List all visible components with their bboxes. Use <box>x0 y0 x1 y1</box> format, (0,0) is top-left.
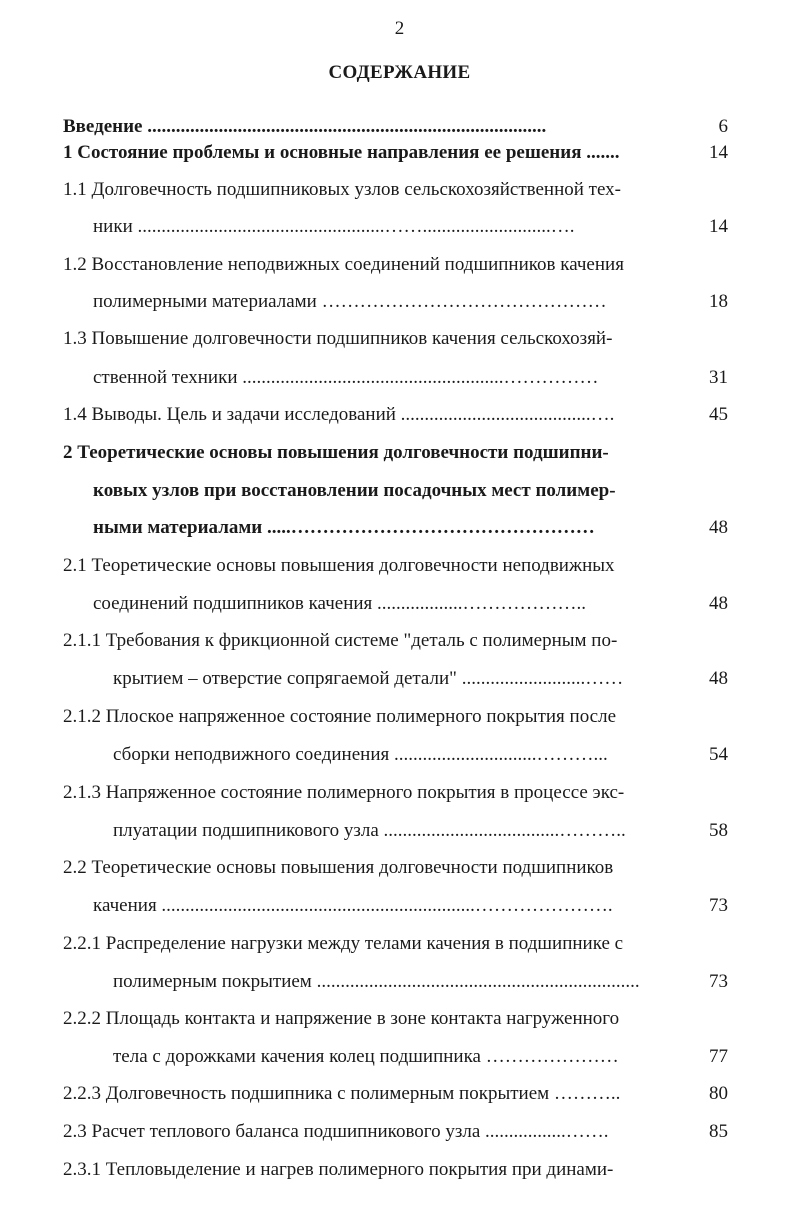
toc-entry-2-1-text-line1: 2.1 Теоретические основы повышения долговечности неподвижных <box>63 555 615 576</box>
toc-entry-1-3-text-line1: 1.3 Повышение долговечности подшипников качения сельскохозяй- <box>63 328 613 349</box>
toc-entry-1-1-text-line2: ники ....................................................……...........................…. <box>93 216 575 237</box>
toc-entry-1-2-page: 18 <box>709 291 728 312</box>
toc-entry-intro-text: Введение .................................................................................... <box>63 116 547 137</box>
toc-entry-2-1-2-page: 54 <box>709 744 728 765</box>
toc-entry-2-3-1-text: 2.3.1 Тепловыделение и нагрев полимерного покрытия при динами- <box>63 1159 614 1180</box>
toc-entry-2-2-3-text: 2.2.3 Долговечность подшипника с полимерным покрытием ……….. <box>63 1083 621 1104</box>
toc-entry-2-text-line3: ными материалами .....………………………………………… <box>93 517 595 538</box>
toc-entry-1-page: 14 <box>709 142 728 163</box>
toc-entry-2-1-2-text-line2: сборки неподвижного соединения ..............................………... <box>113 744 608 765</box>
toc-entry-2-1-page: 48 <box>709 593 728 614</box>
toc-entry-2-1-1-text-line1: 2.1.1 Требования к фрикционной системе "деталь с полимерным по- <box>63 630 618 651</box>
toc-entry-2-2-2-text-line1: 2.2.2 Площадь контакта и напряжение в зоне контакта нагруженного <box>63 1008 620 1029</box>
toc-entry-2-page: 48 <box>709 517 728 538</box>
toc-entry-2-2-1-text-line2: полимерным покрытием .................................................................... <box>113 971 640 992</box>
page-number: 2 <box>394 18 405 39</box>
toc-entry-2-1-3-page: 58 <box>709 820 728 841</box>
toc-entry-2-2-page: 73 <box>709 895 728 916</box>
toc-entry-intro-page: 6 <box>718 116 728 137</box>
toc-entry-2-1-2-text-line1: 2.1.2 Плоское напряженное состояние полимерного покрытия после <box>63 706 617 727</box>
page-title: СОДЕРЖАНИЕ <box>328 62 471 83</box>
toc-entry-2-2-3-page: 80 <box>709 1083 728 1104</box>
toc-entry-2-2-text-line2: качения ..................................................................…………………. <box>93 895 613 916</box>
toc-entry-1-1-page: 14 <box>709 216 728 237</box>
toc-entry-1-3-page: 31 <box>709 367 728 388</box>
toc-entry-1-2-text-line1: 1.2 Восстановление неподвижных соединений подшипников качения <box>63 254 624 275</box>
toc-entry-2-1-1-text-line2: крытием – отверстие сопрягаемой детали" ..........................…… <box>113 668 624 689</box>
toc-entry-2-2-1-page: 73 <box>709 971 728 992</box>
toc-entry-2-3-text: 2.3 Расчет теплового баланса подшипникового узла .................……. <box>63 1121 609 1142</box>
toc-entry-2-1-1-page: 48 <box>709 668 728 689</box>
toc-entry-2-1-text-line2: соединений подшипников качения ..................……………….. <box>93 593 587 614</box>
toc-entry-2-2-2-text-line2: тела с дорожками качения колец подшипника ………………… <box>113 1046 619 1067</box>
toc-entry-1-3-text-line2: ственной техники .......................................................…………… <box>93 367 599 388</box>
toc-entry-2-3-page: 85 <box>709 1121 728 1142</box>
toc-entry-2-2-text-line1: 2.2 Теоретические основы повышения долговечности подшипников <box>63 857 614 878</box>
toc-entry-2-text-line2: ковых узлов при восстановлении посадочных мест полимер- <box>93 480 616 501</box>
toc-entry-1-4-page: 45 <box>709 404 728 425</box>
toc-entry-2-text-line1: 2 Теоретические основы повышения долговечности подшипни- <box>63 442 609 463</box>
toc-entry-2-1-3-text-line2: плуатации подшипникового узла .....................................……….. <box>113 820 626 841</box>
toc-entry-1-4-text: 1.4 Выводы. Цель и задачи исследований ........................................…. <box>63 404 615 425</box>
toc-entry-1-1-text-line1: 1.1 Долговечность подшипниковых узлов сельскохозяйственной тех- <box>63 179 621 200</box>
toc-entry-2-1-3-text-line1: 2.1.3 Напряженное состояние полимерного покрытия в процессе экс- <box>63 782 625 803</box>
toc-entry-2-2-2-page: 77 <box>709 1046 728 1067</box>
toc-entry-2-2-1-text-line1: 2.2.1 Распределение нагрузки между телами качения в подшипнике с <box>63 933 624 954</box>
toc-entry-1-text: 1 Состояние проблемы и основные направления ее решения ....... <box>63 142 620 163</box>
toc-entry-1-2-text-line2: полимерными материалами ……………………………………… <box>93 291 607 312</box>
